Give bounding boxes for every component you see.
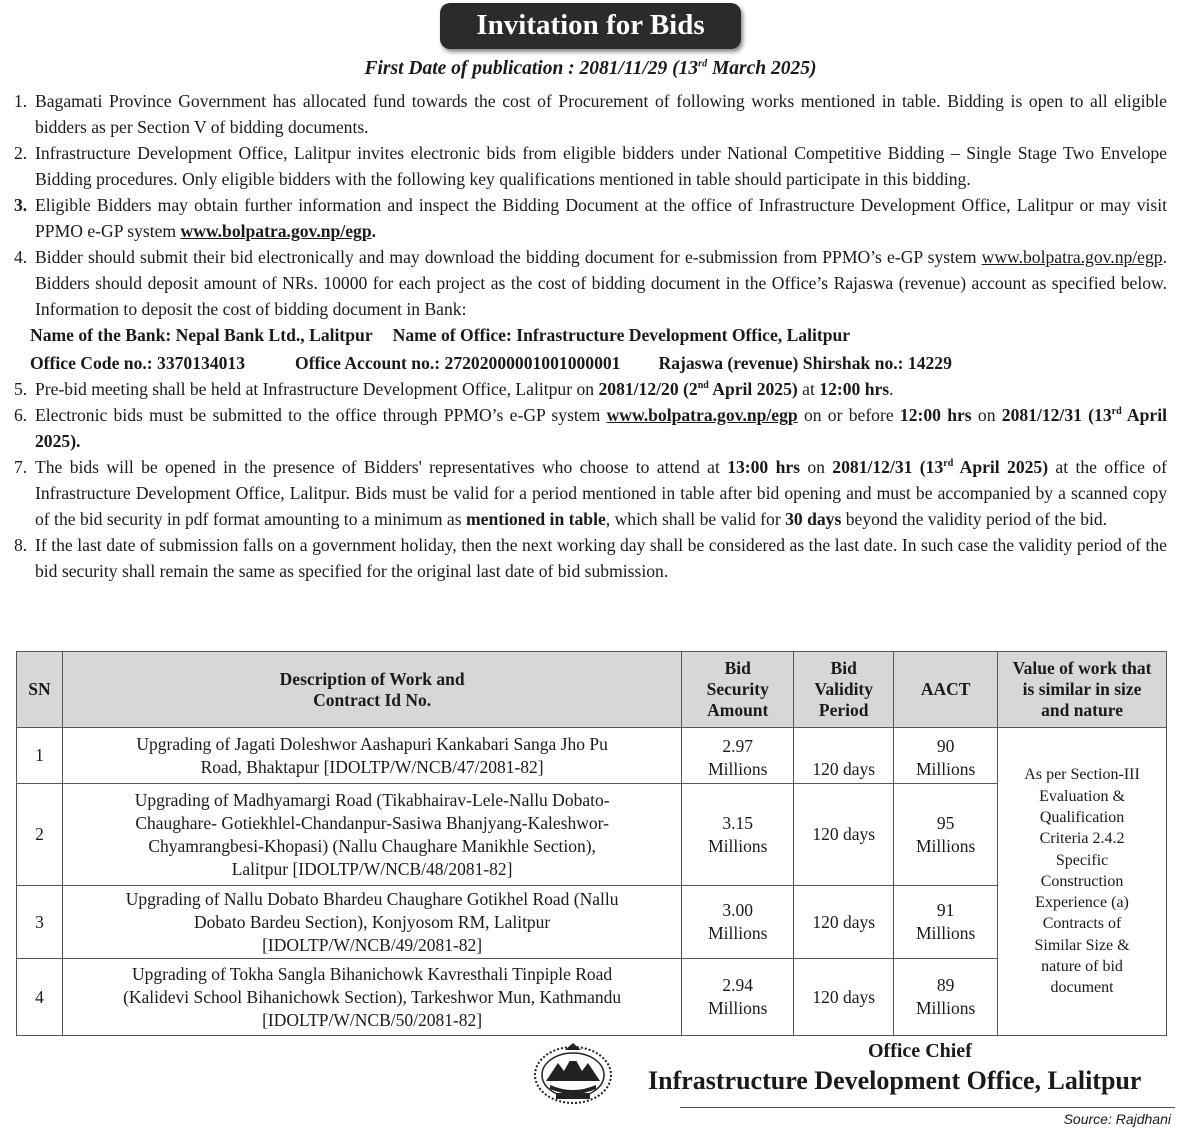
paragraph-6: 6. Electronic bids must be submitted to the office through PPMO’s e-GP system www.bolpatra.gov.np/egp on or before 12:00 hrs on 2081/12/31 (13rd April 2025). <box>14 402 1167 454</box>
row-aact: 95 Millions <box>894 784 998 886</box>
paragraph-text: Eligible Bidders may obtain further information and inspect the Bidding Document at the office of Infrastructure Development Office, Lalitpur or may visit PPMO e-GP system <box>35 195 1167 241</box>
paragraph-number: 8. <box>14 535 28 555</box>
office-name: Name of Office: Infrastructure Development Office, Lalitpur <box>392 325 851 345</box>
page-title: Invitation for Bids <box>440 3 740 49</box>
title-banner <box>0 3 1181 49</box>
paragraph-4: 4. Bidder should submit their bid electronically and may download the bidding document for e-submission from PPMO’s e-GP system www.bolpatra.gov.np/egp. Bidders should deposit amount of NRs. 10000 for each project as the cost of bidding document in the Office’s Rajaswa (revenue) account as specified below. Information to deposit the cost of bidding document in Bank: <box>14 244 1167 322</box>
table-header-row <box>17 652 1167 728</box>
bank-info-line-1 <box>14 322 1167 348</box>
col-header-similar-work: Value of work that is similar in size and nature <box>998 652 1167 728</box>
office-chief-label: Office Chief <box>868 1040 972 1062</box>
paragraph-text: Bagamati Province Government has allocated fund towards the cost of Procurement of following works mentioned in table. Bidding is open to all eligible bidders as per Section V of bidding documents. <box>35 91 1167 137</box>
row-description: Upgrading of Tokha Sangla Bihanichowk Kavresthali Tinpiple Road (Kalidevi School Bihanichowk Section), Tarkeshwor Mun, Kathmandu [IDOLTP/W/NCB/50/2081-82] <box>62 959 681 1036</box>
row-bid-validity: 120 days <box>794 728 894 784</box>
row-bid-validity: 120 days <box>794 784 894 886</box>
row-bid-security: 2.94 Millions <box>682 959 794 1036</box>
row-aact: 90 Millions <box>894 728 998 784</box>
table-row <box>17 886 1167 959</box>
bolpatra-link[interactable]: www.bolpatra.gov.np/egp <box>981 247 1163 267</box>
paragraph-number: 2. <box>14 143 28 163</box>
row-aact: 91 Millions <box>894 886 998 959</box>
source-credit: Source: Rajdhani <box>1063 1111 1171 1127</box>
paragraph-1 <box>14 88 1167 140</box>
paragraph-7: 7. The bids will be opened in the presence of Bidders' representatives who choose to attend at 13:00 hrs on 2081/12/31 (13rd April 2025) at the office of Infrastructure Development Office, Lalitpur. Bids must be valid for a period mentioned in table after bid opening and must be accompanied by a scanned copy of the bid security in pdf format amounting to a minimum as mentioned in table, which shall be valid for 30 days beyond the validity period of the bid. <box>14 454 1167 532</box>
col-header-description: Description of Work and Contract Id No. <box>62 652 681 728</box>
office-name-signature: Infrastructure Development Office, Lalitpur <box>648 1066 1142 1095</box>
bank-name: Name of the Bank: Nepal Bank Ltd., Lalitpur <box>30 325 373 345</box>
paragraph-2 <box>14 140 1167 192</box>
paragraph-number: 5. <box>14 379 28 399</box>
row-sn: 3 <box>17 886 63 959</box>
row-bid-security: 3.00 Millions <box>682 886 794 959</box>
col-header-bid-security: Bid Security Amount <box>682 652 794 728</box>
bolpatra-link[interactable]: www.bolpatra.gov.np/egp <box>180 221 372 241</box>
bolpatra-link[interactable]: www.bolpatra.gov.np/egp <box>606 405 798 425</box>
paragraph-number: 4. <box>14 247 28 267</box>
row-sn: 2 <box>17 784 63 886</box>
similar-work-criteria: As per Section-III Evaluation & Qualification Criteria 2.4.2 Specific Construction Experience (a) Contracts of Similar Size & nature of bid document <box>998 728 1167 1036</box>
row-bid-security: 2.97 Millions <box>682 728 794 784</box>
row-description: Upgrading of Nallu Dobato Bhardeu Chaughare Gotikhel Road (Nallu Dobato Bardeu Section), Konjyosom RM, Lalitpur [IDOLTP/W/NCB/49/2081-82] <box>62 886 681 959</box>
bank-info-line-2 <box>14 350 1167 376</box>
paragraph-3: 3. Eligible Bidders may obtain further information and inspect the Bidding Document at the office of Infrastructure Development Office, Lalitpur or may visit PPMO e-GP system www.bolpatra.gov.np/egp. <box>14 192 1167 244</box>
row-bid-security: 3.15 Millions <box>682 784 794 886</box>
paragraph-text: Infrastructure Development Office, Lalitpur invites electronic bids from eligible bidders under National Competitive Bidding – Single Stage Two Envelope Bidding procedures. Only eligible bidders with the following key qualifications mentioned in table should participate in this bidding. <box>35 143 1167 189</box>
paragraph-text: If the last date of submission falls on a government holiday, then the next working day shall be considered as the last date. In such case the validity period of the bid security shall remain the same as specified for the original last date of bid submission. <box>35 535 1167 581</box>
row-description: Upgrading of Madhyamargi Road (Tikabhairav-Lele-Nallu Dobato- Chaughare- Gotiekhlel-Chandanpur-Sasiwa Bhanjyang-Kaleshwor- Chyamrangbesi-Khopasi) (Nallu Chaughare Manikhle Section), Lalitpur [IDOLTP/W/NCB/48/2081-82] <box>62 784 681 886</box>
nepal-government-emblem-icon <box>532 1041 614 1105</box>
row-bid-validity: 120 days <box>794 886 894 959</box>
col-header-bid-validity: Bid Validity Period <box>794 652 894 728</box>
paragraph-number: 1. <box>14 91 28 111</box>
row-bid-validity: 120 days <box>794 959 894 1036</box>
col-header-sn: SN <box>17 652 63 728</box>
paragraph-number: 3. <box>14 195 28 215</box>
paragraph-number: 7. <box>14 457 28 477</box>
table-row <box>17 728 1167 784</box>
row-sn: 1 <box>17 728 63 784</box>
publication-date: First Date of publication : 2081/11/29 (13rd March 2025) <box>364 58 817 79</box>
table-row <box>17 959 1167 1036</box>
office-code: Office Code no.: 3370134013 <box>30 353 246 373</box>
notice-body <box>14 88 1167 584</box>
col-header-aact: AACT <box>894 652 998 728</box>
paragraph-5: 5. Pre-bid meeting shall be held at Infrastructure Development Office, Lalitpur on 2081/12/20 (2nd April 2025) at 12:00 hrs. <box>14 376 1167 402</box>
works-table <box>16 651 1167 1036</box>
row-description: Upgrading of Jagati Doleshwor Aashapuri Kankabari Sanga Jho Pu Road, Bhaktapur [IDOLTP/W/NCB/47/2081-82] <box>62 728 681 784</box>
source-divider <box>680 1107 1175 1108</box>
table-row <box>17 784 1167 886</box>
row-aact: 89 Millions <box>894 959 998 1036</box>
row-sn: 4 <box>17 959 63 1036</box>
paragraph-8 <box>14 532 1167 584</box>
rajaswa-code: Rajaswa (revenue) Shirshak no.: 14229 <box>658 353 952 373</box>
office-account: Office Account no.: 27202000001001000001 <box>295 353 621 373</box>
paragraph-number: 6. <box>14 405 28 425</box>
